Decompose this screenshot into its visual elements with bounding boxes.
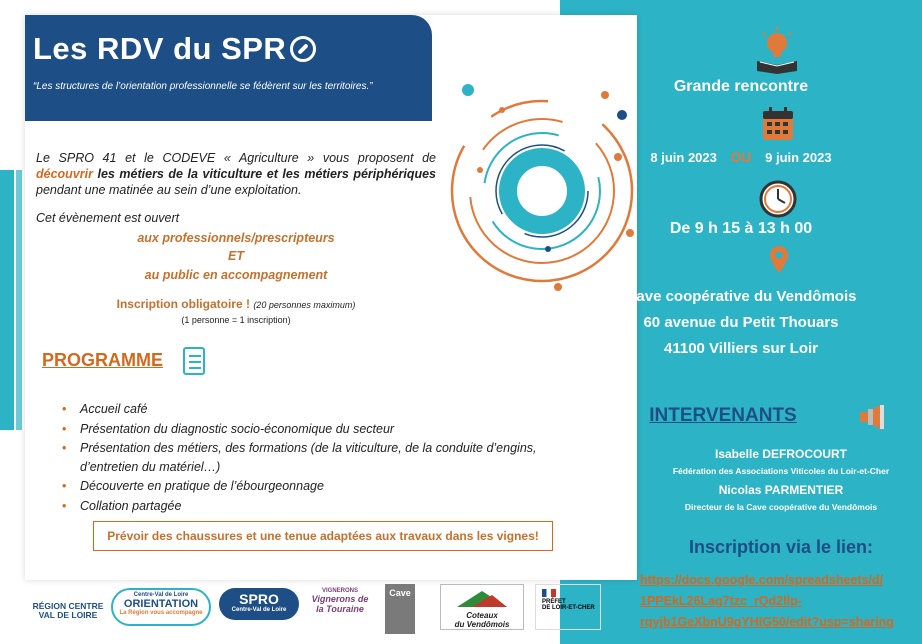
registration-link-line1[interactable]: https://docs.google.com/spreadsheets/d/ [640,573,884,587]
audience-and: ET [228,249,244,263]
audience-professionals: aux professionnels/prescripteurs [137,231,335,245]
event-time: De 9 h 15 à 13 h 00 [669,220,813,237]
calendar-icon [762,107,794,141]
audience-public: au public en accompagnement [144,268,328,282]
flag-icon [542,589,556,597]
programme-list [62,400,537,516]
registration-required: Inscription obligatoire ! (20 personnes maximum) [116,297,356,311]
megaphone-icon [858,403,888,431]
registration-link-line3[interactable]: rqyjb1GeXbnU9gYHIG50/edit?usp=sharing [640,615,894,629]
region-logo: RÉGION CENTRE VAL DE LOIRE [32,601,104,620]
partner-logos [25,582,605,640]
list-item: • Accueil café [62,400,537,419]
header-banner [25,15,432,121]
list-item: • Collation partagée [62,497,537,516]
clock-icon [759,180,797,218]
left-stripe [0,170,14,430]
speaker-2-role: Directeur de la Cave coopérative du Vendômois [684,502,878,512]
coteaux-logo: Coteaux du Vendômois [440,584,524,630]
event-dates: 8 juin 2023 OU 9 juin 2023 [650,149,832,165]
list-item: • Présentation des métiers, des formations (de la viticulture, de la conduite d’engins, d’entretien du matériel…) [62,439,537,476]
left-stripe-thin [16,170,22,430]
prefet-logo: PRÉFET DE LOIR-ET-CHER [535,584,601,630]
lightbulb-book-icon [752,25,802,75]
header-subtitle: “Les structures de l’orientation professionnelle se fédèrent sur les territoires.” [33,81,373,92]
list-item: • Présentation du diagnostic socio-économique du secteur [62,420,537,439]
speaker-1-name: Isabelle DEFROCOURT [714,447,848,461]
list-item: • Découverte en pratique de l’ébourgeonnage [62,477,537,496]
registration-rule: (1 personne = 1 inscription) [181,315,291,325]
event-location: Cave coopérative du Vendômois 60 avenue du Petit Thouars 41100 Villiers sur Loir [625,288,857,357]
speaker-1-role: Fédération des Associations Viticoles du Loir-et-Cher [672,466,890,476]
speakers-title: INTERVENANTS [649,405,797,426]
vignerons-logo: VIGNERONS Vignerons de la Touraine [311,588,369,614]
cave-logo: Cave [385,584,415,634]
equipment-warning: Prévoir des chaussures et une tenue adaptées aux travaux dans les vignes! [93,521,553,551]
circles-graphic [440,75,640,295]
page-title: Les RDV du SPR [33,31,316,67]
compass-icon [290,36,316,62]
speaker-2-name: Nicolas PARMENTIER [718,483,844,497]
event-type: Grande rencontre [673,78,809,95]
programme-title: PROGRAMME [42,350,163,370]
location-pin-icon [770,246,788,274]
document-icon [183,347,205,375]
orientation-logo: Centre-Val de Loire ORIENTATION La Région vous accompagne [111,588,211,626]
vine-icon [452,589,512,609]
spro-logo: SPRO Centre-Val de Loire [219,588,299,620]
intro-paragraph: Le SPRO 41 et le CODEVE « Agriculture » vous proposent de découvrir les métiers de la viticulture et les métiers périphériques pendant une matinée au sein d’une exploitation. [36,151,436,197]
registration-link-line2[interactable]: 1PPEkL26Lag7tzc_rQd2llp- [640,594,802,608]
registration-title: Inscription via le lien: [688,537,874,557]
open-line: Cet évènement est ouvert [36,211,180,225]
